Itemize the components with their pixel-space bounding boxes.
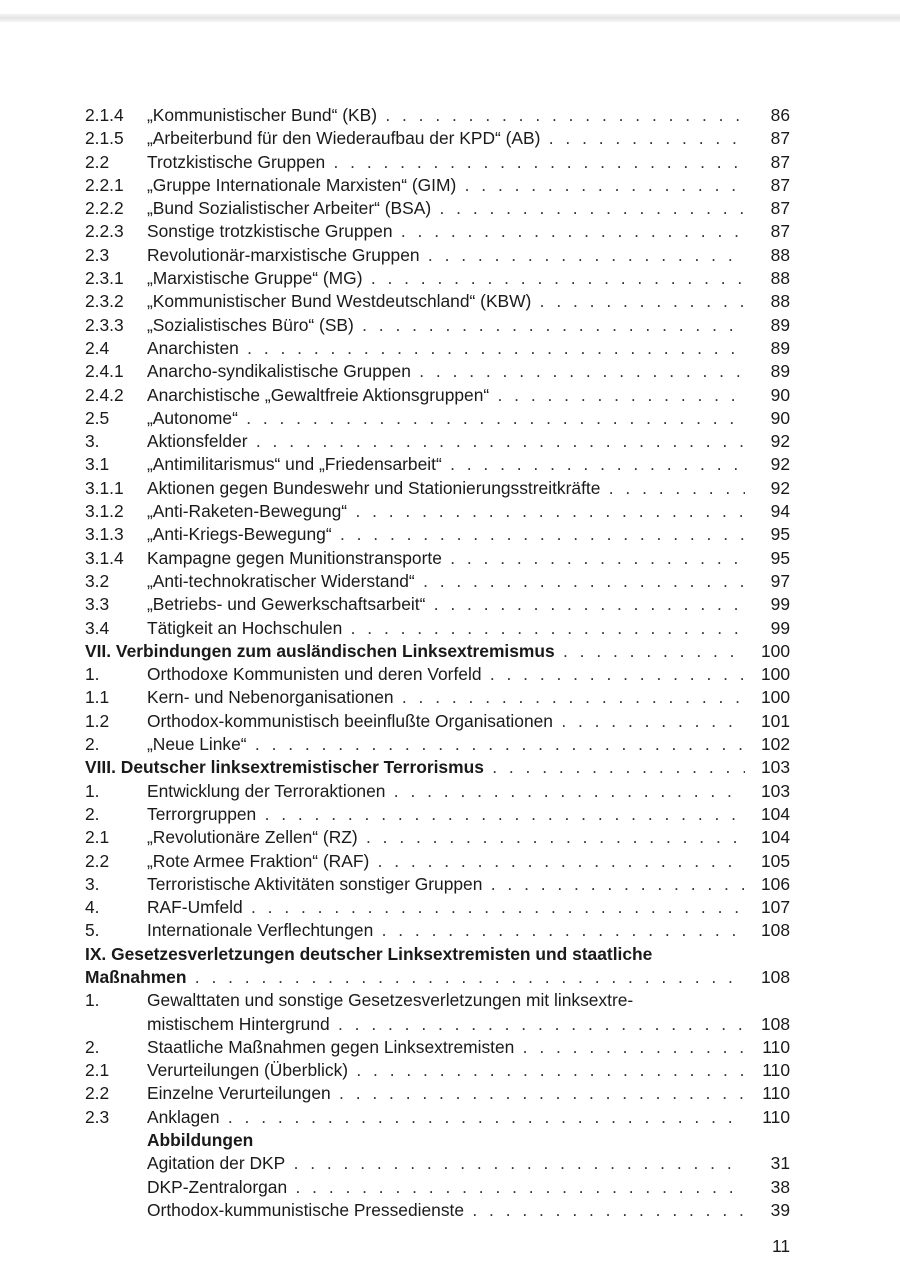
entry-number: 2.4 [85, 337, 110, 358]
section-heading-ix-line1: IX. Gesetzesverletzungen deutscher Linksextremisten und staatliche [85, 943, 653, 964]
entry-page: 90 [770, 384, 790, 405]
entry-title: Aktionsfelder [147, 431, 248, 452]
toc-figure-entry [85, 1199, 790, 1222]
toc-section-heading [85, 756, 790, 779]
entry-number: 4. [85, 897, 100, 918]
table-of-contents [85, 104, 790, 1222]
entry-title: Kern- und Nebenorganisationen [147, 687, 394, 708]
entry-page: 110 [762, 1083, 790, 1104]
entry-number: 2.4.2 [85, 384, 124, 405]
toc-entry [85, 500, 790, 523]
entry-page: 103 [760, 780, 790, 801]
entry-page: 108 [760, 1013, 790, 1034]
entry-page: 108 [760, 920, 790, 941]
entry-number: 2.1.5 [85, 128, 124, 149]
entry-page: 88 [770, 291, 790, 312]
entry-page: 94 [770, 501, 790, 522]
entry-page: 110 [762, 1036, 790, 1057]
entry-page: 38 [770, 1176, 790, 1197]
entry-number: 3.3 [85, 594, 110, 615]
entry-title: Tätigkeit an Hochschulen [147, 617, 343, 638]
toc-entry [85, 197, 790, 220]
entry-title: Trotzkistische Gruppen [147, 151, 326, 172]
toc-entry [85, 803, 790, 826]
entry-page: 104 [760, 827, 790, 848]
toc-entry-continuation [85, 1013, 790, 1036]
entry-page: 88 [770, 244, 790, 265]
entry-number: 3. [85, 873, 100, 894]
entry-title: Einzelne Verurteilungen [147, 1083, 331, 1104]
entry-title: Staatliche Maßnahmen gegen Linksextremisten [147, 1036, 515, 1057]
entry-title: Revolutionär-marxistische Gruppen [147, 244, 420, 265]
entry-number: 5. [85, 920, 100, 941]
entry-title: „Revolutionäre Zellen“ (RZ) [147, 827, 358, 848]
entry-title: „Antimilitarismus“ und „Friedensarbeit“ [147, 454, 442, 475]
entry-page: 110 [762, 1106, 790, 1127]
entry-title: „Marxistische Gruppe“ (MG) [147, 268, 363, 289]
toc-entry [85, 593, 790, 616]
entry-page: 92 [770, 431, 790, 452]
entry-number: 1.2 [85, 710, 110, 731]
entry-title: Terrorgruppen [147, 803, 257, 824]
entry-number: 2.2.1 [85, 174, 124, 195]
toc-entry [85, 617, 790, 640]
toc-entry [85, 547, 790, 570]
toc-entry [85, 896, 790, 919]
entry-number: 2.3.1 [85, 268, 124, 289]
entry-number: 2.1.4 [85, 105, 124, 125]
entry-title: Gewalttaten und sonstige Gesetzesverletzungen mit linksextre- [147, 990, 634, 1011]
entry-title: mistischem Hintergrund [147, 1013, 330, 1034]
toc-entry [85, 919, 790, 942]
section-heading-vii: VII. Verbindungen zum ausländischen Linksextremismus [85, 640, 555, 661]
entry-page: 89 [770, 361, 790, 382]
entry-page: 97 [770, 570, 790, 591]
entry-number: 2.2 [85, 850, 110, 871]
entry-number: 3.1.1 [85, 477, 124, 498]
entry-number: 3.1.2 [85, 501, 124, 522]
entry-number: 3.1 [85, 454, 110, 475]
entry-number: 3. [85, 431, 100, 452]
entry-page: 87 [770, 174, 790, 195]
entry-title: „Neue Linke“ [147, 734, 247, 755]
entry-number: 2.3 [85, 244, 110, 265]
entry-title: „Sozialistisches Büro“ (SB) [147, 314, 354, 335]
entry-page: 31 [770, 1153, 790, 1174]
toc-entry [85, 477, 790, 500]
toc-entry [85, 826, 790, 849]
entry-page: 92 [770, 477, 790, 498]
entry-title: „Gruppe Internationale Marxisten“ (GIM) [147, 174, 457, 195]
toc-entry [85, 1059, 790, 1082]
entry-number: 2.3 [85, 1106, 110, 1127]
toc-entry [85, 570, 790, 593]
toc-entry [85, 686, 790, 709]
entry-title: „Arbeiterbund für den Wiederaufbau der KPD“ (AB) [147, 128, 541, 149]
entry-page: 110 [762, 1060, 790, 1081]
toc-entry [85, 873, 790, 896]
toc-section-heading [85, 966, 790, 989]
entry-number: 2.2 [85, 151, 110, 172]
entry-page: 103 [760, 757, 790, 778]
entry-page: 102 [760, 734, 790, 755]
entry-page: 104 [760, 803, 790, 824]
entry-number: 3.1.4 [85, 547, 124, 568]
entry-page: 89 [770, 337, 790, 358]
toc-figure-entry [85, 1152, 790, 1175]
entry-page: 100 [760, 640, 790, 661]
toc-section-heading [85, 943, 790, 966]
entry-page: 86 [770, 105, 790, 125]
toc-entry [85, 384, 790, 407]
entry-number: 2.2.3 [85, 221, 124, 242]
entry-title: Terroristische Aktivitäten sonstiger Gruppen [147, 873, 483, 894]
entry-title: Orthodoxe Kommunisten und deren Vorfeld [147, 664, 482, 685]
entry-number: 2.3.3 [85, 314, 124, 335]
toc-entry [85, 780, 790, 803]
toc-section-heading [85, 640, 790, 663]
toc-entry [85, 523, 790, 546]
entry-title: Orthodox-kommunistisch beeinflußte Organisationen [147, 710, 553, 731]
entry-title: „Kommunistischer Bund“ (KB) [147, 105, 378, 125]
entry-title: Anarchistische „Gewaltfreie Aktionsgruppen“ [147, 384, 490, 405]
entry-number: 2.4.1 [85, 361, 124, 382]
toc-entry [85, 407, 790, 430]
entry-title: „Rote Armee Fraktion“ (RAF) [147, 850, 370, 871]
entry-number: 2.2 [85, 1083, 110, 1104]
toc-entry [85, 220, 790, 243]
entry-title: Anklagen [147, 1106, 220, 1127]
section-heading-ix-line2: Maßnahmen [85, 966, 187, 987]
entry-page: 101 [760, 710, 790, 731]
entry-title: Kampagne gegen Munitionstransporte [147, 547, 442, 568]
toc-entry [85, 151, 790, 174]
entry-number: 3.4 [85, 617, 110, 638]
toc-entry [85, 104, 790, 127]
entry-page: 89 [770, 314, 790, 335]
entry-page: 106 [760, 873, 790, 894]
entry-page: 95 [770, 547, 790, 568]
toc-entry [85, 267, 790, 290]
entry-title: „Autonome“ [147, 407, 238, 428]
figure-title: Orthodox-kummunistische Pressedienste [147, 1199, 465, 1220]
toc-figure-entry [85, 1176, 790, 1199]
entry-number: 2. [85, 1036, 100, 1057]
entry-page: 87 [770, 151, 790, 172]
entry-page: 95 [770, 524, 790, 545]
entry-number: 2.5 [85, 407, 110, 428]
toc-entry [85, 1106, 790, 1129]
entry-number: 1. [85, 780, 100, 801]
entry-page: 100 [760, 687, 790, 708]
toc-entry [85, 430, 790, 453]
entry-page: 99 [770, 594, 790, 615]
entry-number: 2.2.2 [85, 198, 124, 219]
entry-number: 2. [85, 803, 100, 824]
entry-page: 105 [760, 850, 790, 871]
entry-title: Anarcho-syndikalistische Gruppen [147, 361, 411, 382]
entry-page: 87 [770, 128, 790, 149]
toc-entry [85, 850, 790, 873]
figure-title: DKP-Zentralorgan [147, 1176, 288, 1197]
toc-entry [85, 1082, 790, 1105]
entry-title: „Anti-Kriegs-Bewegung“ [147, 524, 332, 545]
entry-page: 88 [770, 268, 790, 289]
toc-figures-heading [85, 1129, 790, 1152]
entry-number: 1. [85, 990, 100, 1011]
entry-number: 2.1 [85, 827, 110, 848]
toc-entry [85, 360, 790, 383]
entry-title: Verurteilungen (Überblick) [147, 1060, 349, 1081]
entry-number: 1.1 [85, 687, 110, 708]
figures-heading: Abbildungen [147, 1130, 254, 1151]
toc-entry [85, 733, 790, 756]
entry-number: 2. [85, 734, 100, 755]
entry-number: 2.1 [85, 1060, 110, 1081]
entry-page: 99 [770, 617, 790, 638]
toc-entry [85, 244, 790, 267]
entry-title: „Anti-Raketen-Bewegung“ [147, 501, 348, 522]
toc-entry [85, 174, 790, 197]
entry-page: 90 [770, 407, 790, 428]
entry-title: Anarchisten [147, 337, 239, 358]
toc-entry [85, 1036, 790, 1059]
entry-page: 108 [760, 966, 790, 987]
entry-page: 107 [760, 897, 790, 918]
toc-entry [85, 710, 790, 733]
entry-title: „Kommunistischer Bund Westdeutschland“ (KBW) [147, 291, 532, 312]
page-number: 11 [771, 1236, 790, 1256]
entry-title: „Anti-technokratischer Widerstand“ [147, 570, 415, 591]
entry-page: 92 [770, 454, 790, 475]
entry-title: RAF-Umfeld [147, 897, 243, 918]
entry-page: 87 [770, 198, 790, 219]
entry-page: 39 [770, 1199, 790, 1220]
toc-entry [85, 337, 790, 360]
entry-title: „Betriebs- und Gewerkschaftsarbeit“ [147, 594, 426, 615]
entry-title: Entwicklung der Terroraktionen [147, 780, 386, 801]
toc-entry [85, 989, 790, 1012]
toc-entry [85, 314, 790, 337]
toc-entry [85, 663, 790, 686]
section-heading-viii: VIII. Deutscher linksextremistischer Terrorismus [85, 757, 484, 778]
toc-entry [85, 453, 790, 476]
entry-page: 87 [770, 221, 790, 242]
toc-entry [85, 127, 790, 150]
entry-number: 2.3.2 [85, 291, 124, 312]
entry-title: Sonstige trotzkistische Gruppen [147, 221, 393, 242]
entry-page: 100 [760, 664, 790, 685]
entry-number: 1. [85, 664, 100, 685]
entry-number: 3.1.3 [85, 524, 124, 545]
scan-top-edge [0, 14, 900, 22]
toc-entry [85, 290, 790, 313]
figure-title: Agitation der DKP [147, 1153, 286, 1174]
entry-title: Internationale Verflechtungen [147, 920, 374, 941]
entry-number: 3.2 [85, 570, 110, 591]
entry-title: Aktionen gegen Bundeswehr und Stationierungsstreitkräfte [147, 477, 601, 498]
entry-title: „Bund Sozialistischer Arbeiter“ (BSA) [147, 198, 432, 219]
